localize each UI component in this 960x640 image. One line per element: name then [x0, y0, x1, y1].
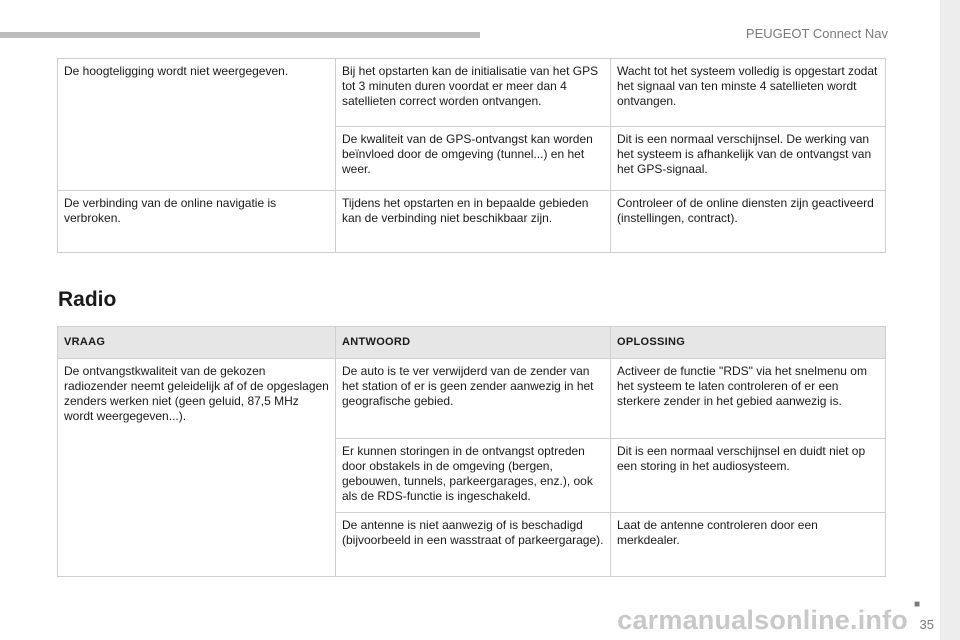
- question-cell: De ontvangstkwaliteit van de gekozen radiozender neemt geleidelijk af of de opgeslagen zenders werken niet (geen geluid, 87,5 MHz wordt weergegeven...).: [58, 359, 336, 577]
- gps-troubleshooting-table: [57, 58, 886, 253]
- table-row: [58, 59, 886, 127]
- answer-cell: Tijdens het opstarten en in bepaalde gebieden kan de verbinding niet beschikbaar zijn.: [336, 191, 611, 253]
- header-rule: [0, 32, 480, 38]
- solution-cell: Dit is een normaal verschijnsel en duidt niet op een storing in het audiosysteem.: [611, 439, 886, 513]
- answer-cell: Er kunnen storingen in de ontvangst optreden door obstakels in de omgeving (bergen, gebouwen, tunnels, parkeergarages, enz.), ook als de RDS-functie is ingeschakeld.: [336, 439, 611, 513]
- solution-cell: Dit is een normaal verschijnsel. De werking van het systeem is afhankelijk van de ontvangst van het GPS-signaal.: [611, 127, 886, 191]
- solution-cell: Controleer of de online diensten zijn geactiveerd (instellingen, contract).: [611, 191, 886, 253]
- answer-cell: De kwaliteit van de GPS-ontvangst kan worden beïnvloed door de omgeving (tunnel...) en het weer.: [336, 127, 611, 191]
- column-header-answer: ANTWOORD: [336, 327, 611, 359]
- column-header-question: VRAAG: [58, 327, 336, 359]
- solution-cell: Activeer de functie "RDS" via het snelmenu om het systeem te laten controleren of er een sterkere zender in het gebied aanwezig is.: [611, 359, 886, 439]
- table-header-row: [58, 327, 886, 359]
- page-mark: ■: [913, 599, 920, 610]
- answer-cell: De auto is te ver verwijderd van de zender van het station of er is geen zender aanwezig in het geografische gebied.: [336, 359, 611, 439]
- header-title: PEUGEOT Connect Nav: [745, 26, 888, 41]
- solution-cell: Wacht tot het systeem volledig is opgestart zodat het signaal van ten minste 4 satellieten wordt ontvangen.: [611, 59, 886, 127]
- question-cell: De verbinding van de online navigatie is verbroken.: [58, 191, 336, 253]
- answer-cell: Bij het opstarten kan de initialisatie van het GPS tot 3 minuten duren voordat er meer dan 4 satellieten correct worden ontvangen.: [336, 59, 611, 127]
- table-row: [58, 359, 886, 439]
- page-number: 35: [919, 617, 934, 632]
- answer-cell: De antenne is niet aanwezig of is beschadigd (bijvoorbeeld in een wasstraat of parkeergarage).: [336, 513, 611, 577]
- column-header-solution: OPLOSSING: [611, 327, 886, 359]
- radio-troubleshooting-table: [57, 326, 886, 577]
- table-row: [58, 191, 886, 253]
- watermark: carmanualsonline.info: [617, 605, 908, 635]
- section-title: Radio: [58, 288, 117, 311]
- side-rail: [940, 0, 960, 640]
- solution-cell: Laat de antenne controleren door een merkdealer.: [611, 513, 886, 577]
- question-cell: De hoogteligging wordt niet weergegeven.: [58, 59, 336, 191]
